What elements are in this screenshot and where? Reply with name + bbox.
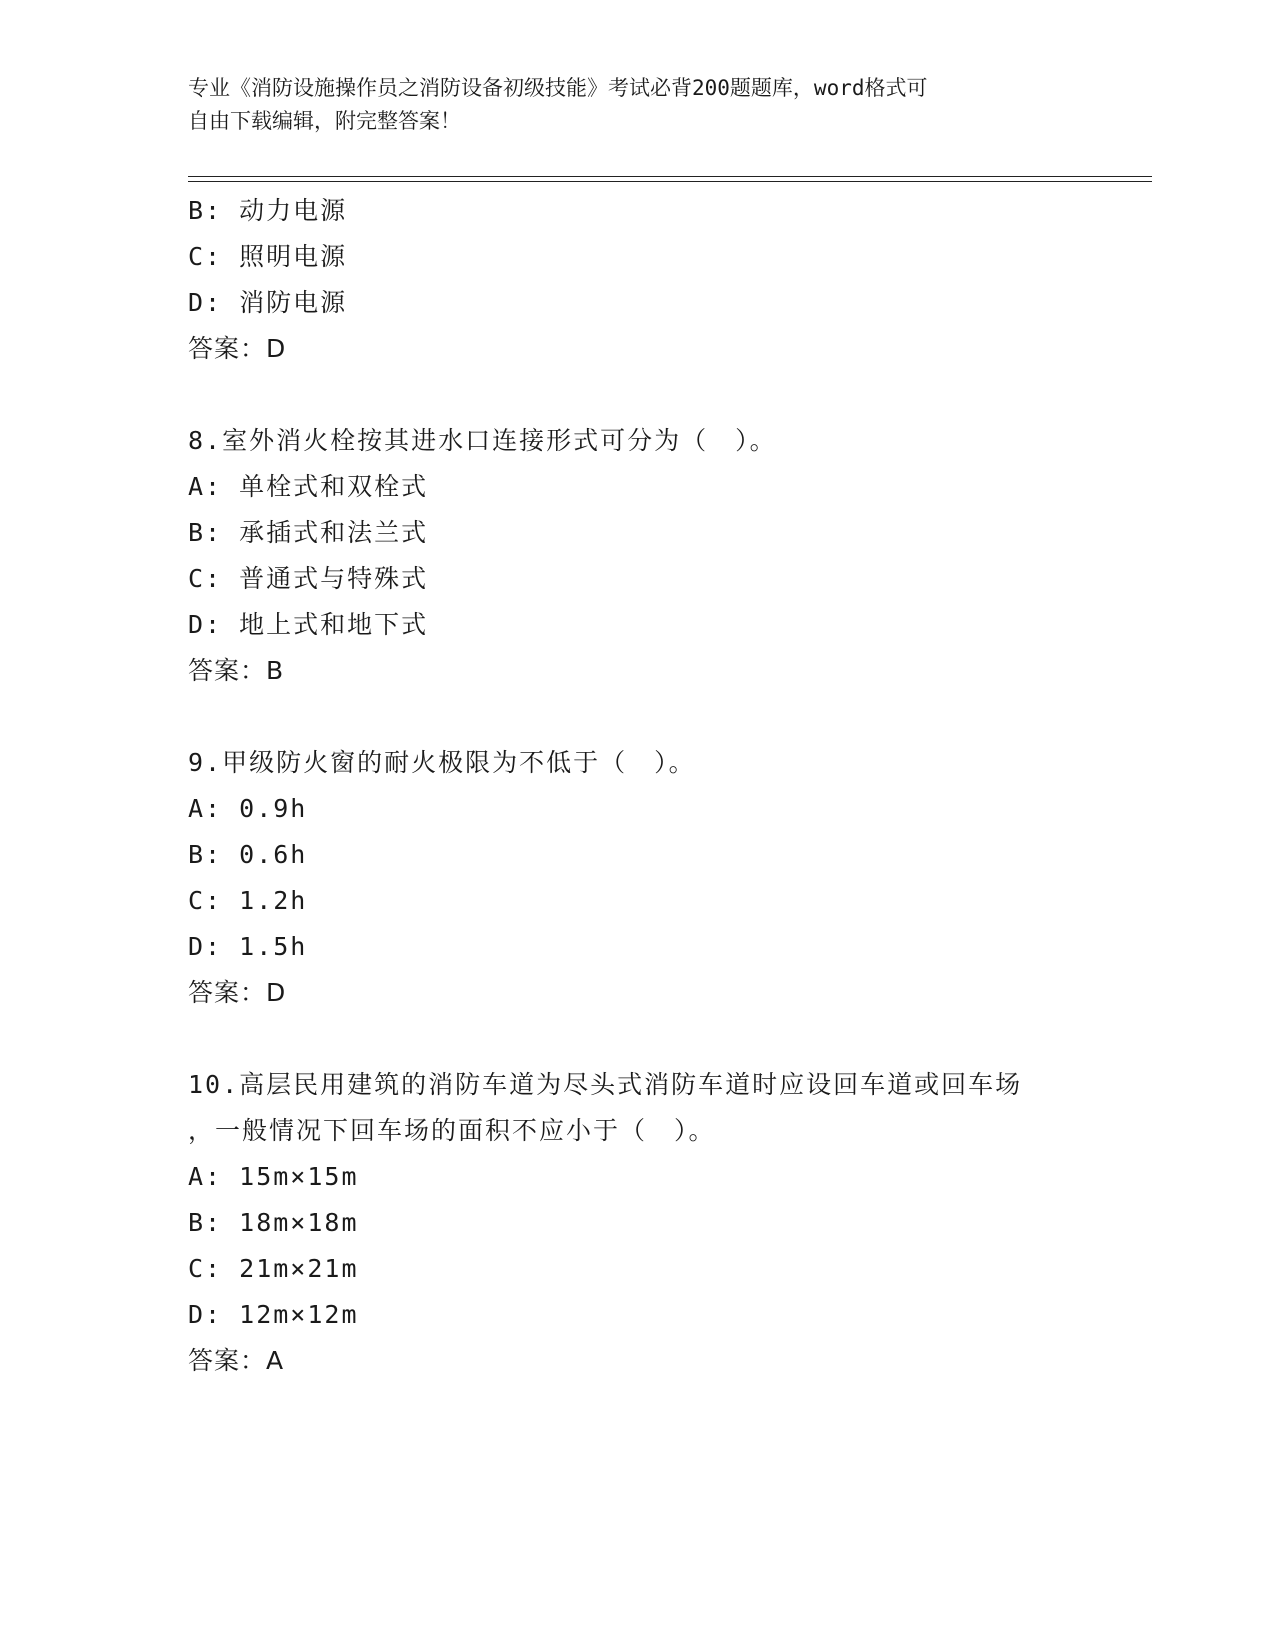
question-9 [188,740,1128,1016]
header-line-1: 专业《消防设施操作员之消防设备初级技能》考试必背200题题库，word格式可 [188,76,928,100]
answer: 答案：D [188,978,287,1007]
question-title-line-2: ，一般情况下回车场的面积不应小于（ ）。 [188,1116,716,1145]
option-c: C: 21m×21m [188,1254,359,1283]
question-8 [188,418,1128,694]
question-10 [188,1062,1128,1384]
spacer [188,1016,1128,1062]
option-a: A: 单栓式和双栓式 [188,472,429,501]
option-b: B: 18m×18m [188,1208,359,1237]
header-divider-top [188,176,1152,177]
spacer [188,372,1128,418]
document-header [188,72,1068,138]
question-7 [188,188,1128,372]
option-c: C: 普通式与特殊式 [188,564,429,593]
question-title-line-1: 10.高层民用建筑的消防车道为尽头式消防车道时应设回车道或回车场 [188,1070,1023,1099]
option-b: B: 承插式和法兰式 [188,518,429,547]
option-a: A: 0.9h [188,794,308,823]
question-title: 8.室外消火栓按其进水口连接形式可分为（ ）。 [188,426,777,455]
answer: 答案：A [188,1346,285,1375]
answer: 答案：B [188,656,285,685]
option-d: D: 12m×12m [188,1300,359,1329]
question-title: 9.甲级防火窗的耐火极限为不低于（ ）。 [188,748,696,777]
option-d: D: 消防电源 [188,288,348,317]
header-divider-bottom [188,181,1152,182]
option-c: C: 1.2h [188,886,308,915]
question-list [188,188,1128,1384]
option-c: C: 照明电源 [188,242,348,271]
option-a: A: 15m×15m [188,1162,359,1191]
header-line-2: 自由下载编辑，附完整答案！ [188,109,461,133]
spacer [188,694,1128,740]
option-b: B: 0.6h [188,840,308,869]
answer: 答案：D [188,334,287,363]
option-b: B: 动力电源 [188,196,348,225]
option-d: D: 地上式和地下式 [188,610,429,639]
option-d: D: 1.5h [188,932,308,961]
